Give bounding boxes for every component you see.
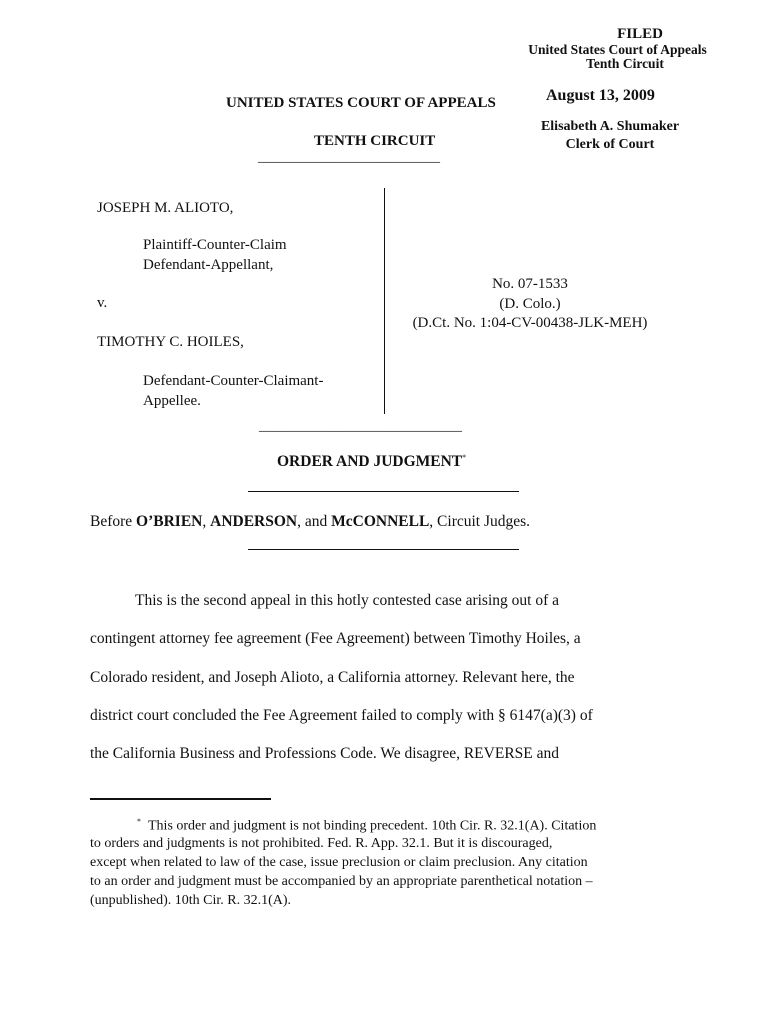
district: (D. Colo.) — [499, 296, 561, 312]
case-number: No. 07-1533 — [492, 276, 568, 292]
body-line: Colorado resident, and Joseph Alioto, a California attorney. Relevant here, the — [90, 669, 575, 686]
court-name: UNITED STATES COURT OF APPEALS — [226, 95, 496, 111]
order-footnote-marker: * — [462, 453, 467, 462]
judge-mcconnell: McCONNELL — [331, 513, 430, 530]
order-title-text: ORDER AND JUDGMENT — [277, 453, 463, 471]
versus: v. — [97, 295, 108, 311]
footnote-line: to orders and judgments is not prohibited. Fed. R. App. 32.1. But it is discouraged, — [90, 836, 553, 851]
appellant-role-line-1: Plaintiff-Counter-Claim — [143, 237, 287, 253]
appellant-name: JOSEPH M. ALIOTO, — [97, 200, 234, 216]
footnote-line: (unpublished). 10th Cir. R. 32.1(A). — [90, 893, 292, 908]
panel-suffix: , Circuit Judges. — [429, 513, 531, 530]
appellee-role-line-2: Appellee. — [143, 393, 201, 409]
header-underline: __________________________ — [258, 150, 440, 165]
footnote-line — [137, 817, 596, 835]
district-case-number: (D.Ct. No. 1:04-CV-00438-JLK-MEH) — [412, 315, 648, 331]
appellee-name: TIMOTHY C. HOILES, — [97, 334, 244, 350]
panel-rule — [248, 549, 519, 550]
panel-before: Before — [90, 513, 137, 530]
appellee-role-line-1: Defendant-Counter-Claimant- — [143, 373, 324, 389]
footnote-line-text: This order and judgment is not binding precedent. 10th Cir. R. 32.1(A). Citation — [148, 818, 597, 834]
body-line: contingent attorney fee agreement (Fee Agreement) between Timothy Hoiles, a — [90, 630, 581, 647]
clerk-title: Clerk of Court — [565, 137, 655, 152]
footnote-line: to an order and judgment must be accompanied by an appropriate parenthetical notation – — [90, 874, 593, 889]
judge-obrien: O’BRIEN — [136, 513, 203, 530]
panel-line — [90, 513, 530, 531]
order-title — [277, 453, 466, 471]
body-line: district court concluded the Fee Agreement failed to comply with § 6147(a)(3) of — [90, 707, 593, 724]
judge-anderson: ANDERSON — [210, 513, 298, 530]
stamp-circuit: Tenth Circuit — [586, 56, 664, 71]
circuit-name: TENTH CIRCUIT — [314, 133, 436, 149]
panel-sep-1: , — [202, 513, 211, 530]
body-line: the California Business and Professions Code. We disagree, REVERSE and — [90, 745, 559, 762]
order-rule-top — [248, 491, 519, 492]
filed-date: August 13, 2009 — [546, 87, 655, 104]
stamp-court: United States Court of Appeals — [528, 42, 707, 57]
filed-label: FILED — [617, 26, 663, 42]
caption-divider — [384, 188, 385, 414]
appellant-role-line-2: Defendant-Appellant, — [143, 257, 274, 273]
clerk-name: Elisabeth A. Shumaker — [540, 119, 680, 134]
panel-sep-2: , and — [297, 513, 332, 530]
caption-underline: _____________________________ — [259, 419, 462, 434]
footnote-marker: * — [137, 817, 141, 826]
footnote-line: except when related to law of the case, issue preclusion or claim preclusion. Any citation — [90, 855, 588, 870]
body-line: This is the second appeal in this hotly contested case arising out of a — [135, 592, 559, 609]
footnote-rule — [90, 798, 271, 800]
